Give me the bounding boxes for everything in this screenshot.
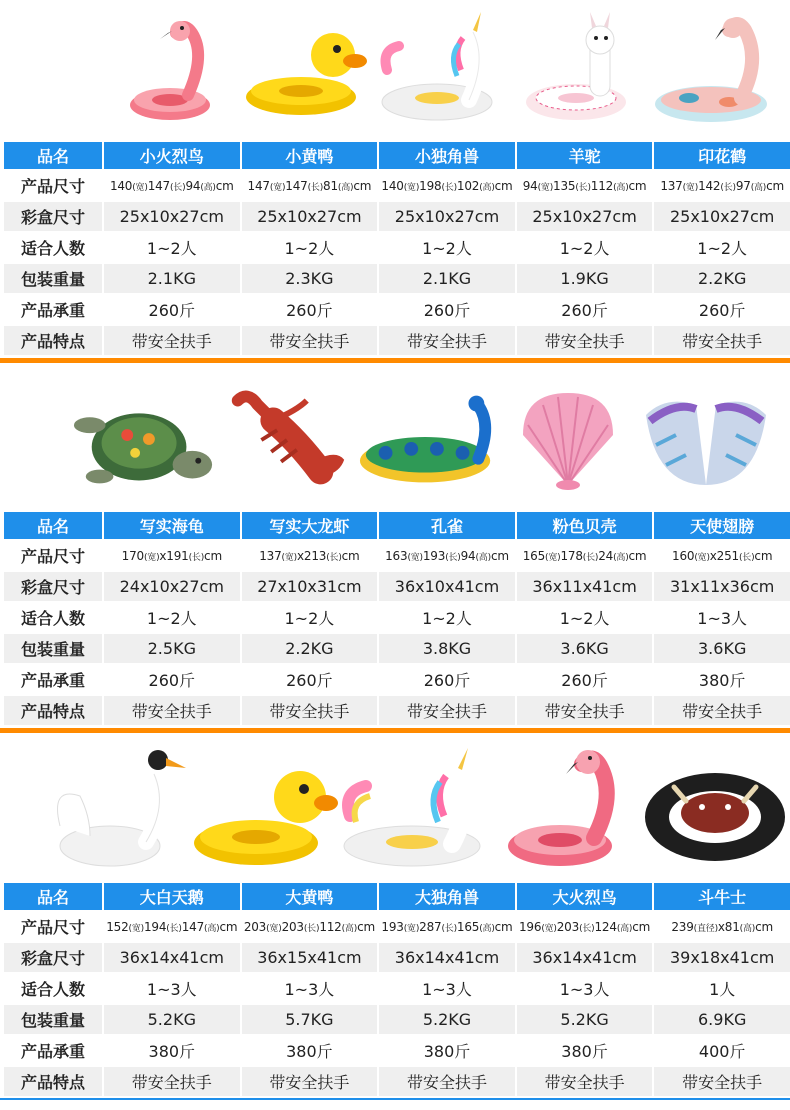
load-cell: 380斤 [103,1035,241,1066]
feature-cell: 带安全扶手 [378,325,516,356]
box-cell: 36x10x41cm [378,571,516,602]
load-cell: 380斤 [241,1035,379,1066]
lobster-float-icon [218,370,356,510]
people-cell: 1~3人 [378,973,516,1004]
llama-float-icon [510,0,646,140]
pink-shell-float-icon [504,370,632,510]
box-cell: 36x15x41cm [241,942,379,973]
row-label: 产品承重 [3,664,103,695]
load-cell: 400斤 [653,1035,790,1066]
people-cell: 1~3人 [103,973,241,1004]
size-cell: 140(宽)147(长)94(高)cm [103,170,241,201]
feature-cell: 带安全扶手 [653,1066,790,1097]
feature-cell: 带安全扶手 [103,1066,241,1097]
flamingo-small-float-icon [102,0,238,140]
row-label: 产品承重 [3,1035,103,1066]
box-cell: 36x14x41cm [378,942,516,973]
size-cell: 196(宽)203(长)124(高)cm [516,911,654,942]
size-cell: 137(宽)x213(长)cm [241,540,379,571]
bull-rider-float-icon [640,741,790,881]
product-images-row-3 [0,741,790,881]
yellow-duck-small-float-icon [238,0,374,140]
feature-cell: 带安全扶手 [378,1066,516,1097]
table-header-row [3,141,790,170]
peacock-float-icon [356,370,504,510]
table-row-load [3,1035,790,1066]
weight-cell: 5.2KG [378,1004,516,1035]
spec-table-3 [2,881,790,1098]
box-cell: 39x18x41cm [653,942,790,973]
feature-cell: 带安全扶手 [516,325,654,356]
load-cell: 380斤 [378,1035,516,1066]
feature-cell: 带安全扶手 [378,695,516,726]
people-cell: 1~2人 [103,232,241,263]
product-name: 印花鹤 [653,141,790,170]
people-cell: 1人 [653,973,790,1004]
box-cell: 36x14x41cm [103,942,241,973]
table-row-people [3,232,790,263]
people-cell: 1~2人 [378,602,516,633]
product-name: 羊驼 [516,141,654,170]
section-2 [0,370,790,733]
table-row-feature [3,325,790,356]
row-label: 产品尺寸 [3,540,103,571]
weight-cell: 2.5KG [103,633,241,664]
size-cell: 140(宽)198(长)102(高)cm [378,170,516,201]
feature-cell: 带安全扶手 [516,695,654,726]
table-row-size [3,911,790,942]
product-name: 孔雀 [378,511,516,540]
feature-cell: 带安全扶手 [653,325,790,356]
load-cell: 260斤 [241,664,379,695]
table-row-box [3,201,790,232]
table-row-feature [3,695,790,726]
row-label: 产品特点 [3,695,103,726]
table-row-weight [3,633,790,664]
row-label: 彩盒尺寸 [3,942,103,973]
feature-cell: 带安全扶手 [653,695,790,726]
product-name: 大黄鸭 [241,882,379,911]
row-label: 包装重量 [3,633,103,664]
sea-turtle-float-icon [70,370,218,510]
box-cell: 31x11x36cm [653,571,790,602]
load-cell: 260斤 [378,294,516,325]
people-cell: 1~2人 [516,232,654,263]
product-name: 粉色贝壳 [516,511,654,540]
size-cell: 203(宽)203(长)112(高)cm [241,911,379,942]
product-name: 大火烈鸟 [516,882,654,911]
load-cell: 380斤 [516,1035,654,1066]
header-label: 品名 [3,882,103,911]
row-label: 包装重量 [3,263,103,294]
people-cell: 1~3人 [516,973,654,1004]
feature-cell: 带安全扶手 [241,1066,379,1097]
size-cell: 193(宽)287(长)165(高)cm [378,911,516,942]
header-label: 品名 [3,141,103,170]
weight-cell: 3.6KG [516,633,654,664]
size-cell: 137(宽)142(长)97(高)cm [653,170,790,201]
load-cell: 260斤 [103,664,241,695]
product-images-row-1 [0,0,790,140]
product-name: 小独角兽 [378,141,516,170]
row-label: 适合人数 [3,973,103,1004]
people-cell: 1~2人 [653,232,790,263]
people-cell: 1~3人 [241,973,379,1004]
header-label: 品名 [3,511,103,540]
yellow-duck-large-float-icon [190,741,340,881]
box-cell: 25x10x27cm [241,201,379,232]
weight-cell: 2.1KG [103,263,241,294]
load-cell: 260斤 [241,294,379,325]
people-cell: 1~2人 [241,602,379,633]
size-cell: 94(宽)135(长)112(高)cm [516,170,654,201]
load-cell: 260斤 [653,294,790,325]
feature-cell: 带安全扶手 [241,325,379,356]
product-images-row-2 [0,370,790,510]
size-cell: 147(宽)147(长)81(高)cm [241,170,379,201]
people-cell: 1~2人 [103,602,241,633]
table-row-people [3,602,790,633]
table-row-box [3,942,790,973]
people-cell: 1~2人 [241,232,379,263]
spec-table-1 [2,140,790,357]
section-divider [0,358,790,363]
unicorn-large-float-icon [340,741,500,881]
table-row-load [3,294,790,325]
row-label: 产品特点 [3,325,103,356]
box-cell: 36x14x41cm [516,942,654,973]
load-cell: 260斤 [378,664,516,695]
row-label: 包装重量 [3,1004,103,1035]
row-label: 产品尺寸 [3,911,103,942]
box-cell: 24x10x27cm [103,571,241,602]
angel-wings-float-icon [632,370,780,510]
row-label: 适合人数 [3,602,103,633]
weight-cell: 5.2KG [103,1004,241,1035]
flamingo-large-float-icon [500,741,640,881]
load-cell: 260斤 [516,664,654,695]
box-cell: 36x11x41cm [516,571,654,602]
product-name: 大白天鹅 [103,882,241,911]
size-cell: 163(宽)193(长)94(高)cm [378,540,516,571]
row-label: 产品承重 [3,294,103,325]
table-row-weight [3,263,790,294]
product-name: 写实大龙虾 [241,511,379,540]
table-header-row [3,882,790,911]
product-name: 天使翅膀 [653,511,790,540]
weight-cell: 2.3KG [241,263,379,294]
table-row-feature [3,1066,790,1097]
section-divider [0,728,790,733]
weight-cell: 6.9KG [653,1004,790,1035]
table-row-size [3,170,790,201]
load-cell: 380斤 [653,664,790,695]
box-cell: 25x10x27cm [516,201,654,232]
load-cell: 260斤 [103,294,241,325]
weight-cell: 3.6KG [653,633,790,664]
weight-cell: 3.8KG [378,633,516,664]
table-row-weight [3,1004,790,1035]
feature-cell: 带安全扶手 [241,695,379,726]
box-cell: 25x10x27cm [103,201,241,232]
table-row-size [3,540,790,571]
size-cell: 160(宽)x251(长)cm [653,540,790,571]
size-cell: 170(宽)x191(长)cm [103,540,241,571]
product-name: 斗牛士 [653,882,790,911]
people-cell: 1~2人 [378,232,516,263]
section-3 [0,741,790,1100]
table-header-row [3,511,790,540]
box-cell: 25x10x27cm [378,201,516,232]
size-cell: 239(直径)x81(高)cm [653,911,790,942]
size-cell: 152(宽)194(长)147(高)cm [103,911,241,942]
weight-cell: 5.2KG [516,1004,654,1035]
feature-cell: 带安全扶手 [516,1066,654,1097]
product-name: 小黄鸭 [241,141,379,170]
box-cell: 27x10x31cm [241,571,379,602]
product-name: 大独角兽 [378,882,516,911]
weight-cell: 2.2KG [653,263,790,294]
row-label: 适合人数 [3,232,103,263]
row-label: 彩盒尺寸 [3,571,103,602]
weight-cell: 5.7KG [241,1004,379,1035]
row-label: 彩盒尺寸 [3,201,103,232]
people-cell: 1~3人 [653,602,790,633]
table-row-box [3,571,790,602]
bottom-divider [0,1098,790,1100]
white-swan-float-icon [50,741,190,881]
size-cell: 165(宽)178(长)24(高)cm [516,540,654,571]
unicorn-small-float-icon [374,0,510,140]
feature-cell: 带安全扶手 [103,695,241,726]
weight-cell: 1.9KG [516,263,654,294]
row-label: 产品尺寸 [3,170,103,201]
table-row-people [3,973,790,1004]
weight-cell: 2.2KG [241,633,379,664]
load-cell: 260斤 [516,294,654,325]
spec-table-2 [2,510,790,727]
weight-cell: 2.1KG [378,263,516,294]
product-name: 写实海龟 [103,511,241,540]
box-cell: 25x10x27cm [653,201,790,232]
section-1 [0,0,790,363]
people-cell: 1~2人 [516,602,654,633]
row-label: 产品特点 [3,1066,103,1097]
table-row-load [3,664,790,695]
feature-cell: 带安全扶手 [103,325,241,356]
printed-crane-float-icon [646,0,782,140]
product-name: 小火烈鸟 [103,141,241,170]
